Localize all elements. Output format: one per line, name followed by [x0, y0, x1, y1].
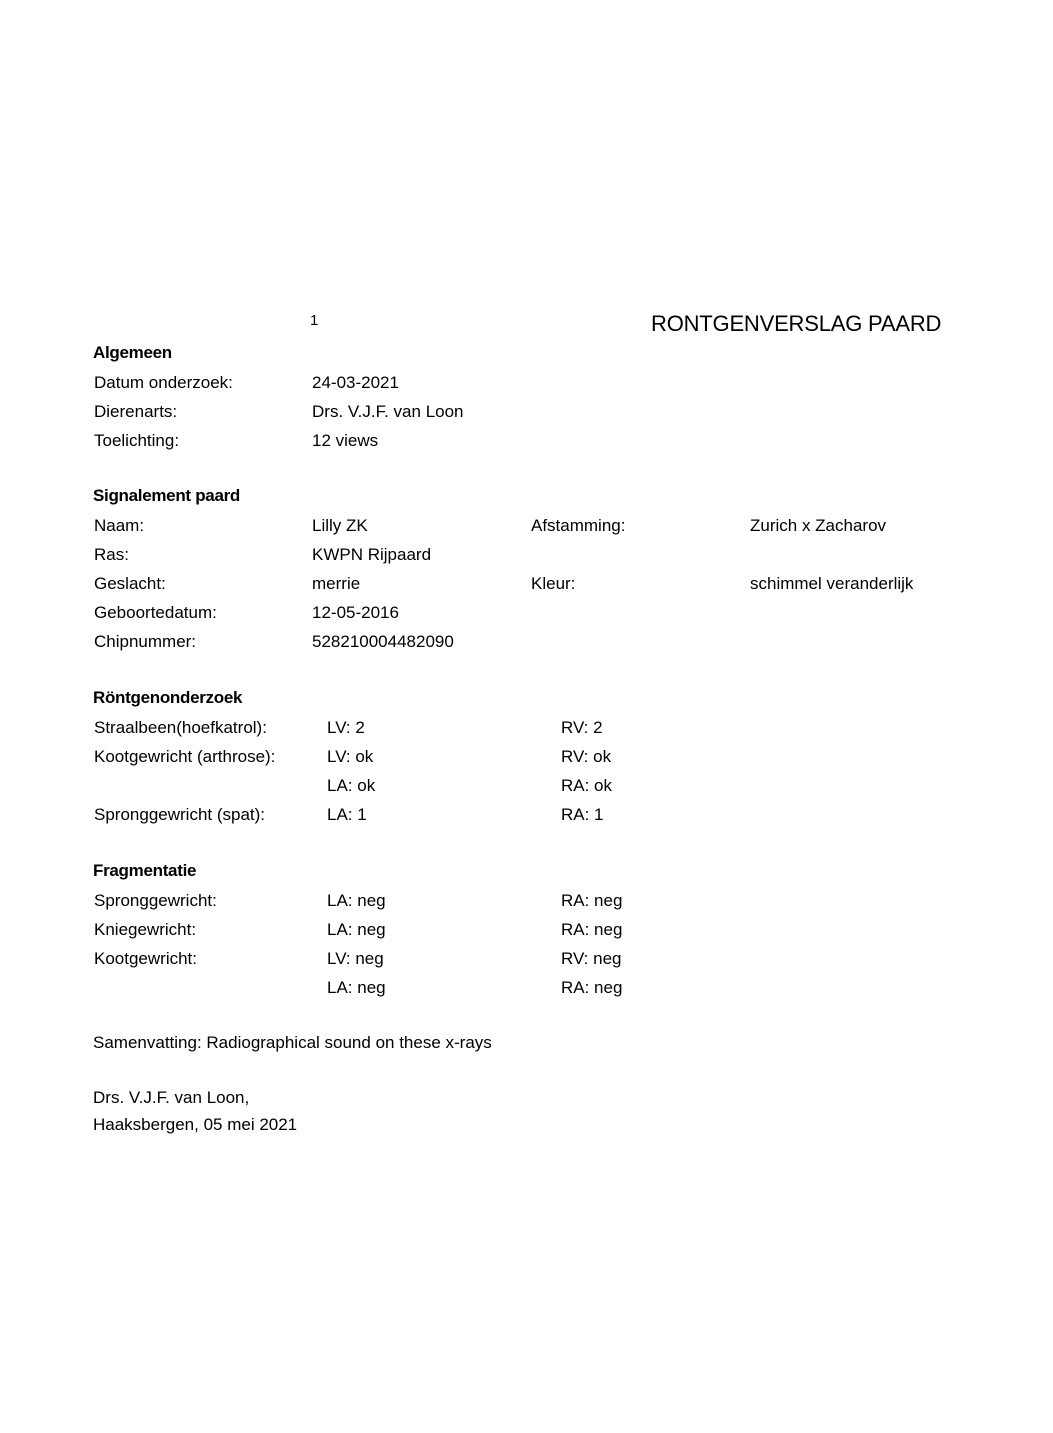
field-value-left: LA: 1 — [327, 805, 367, 824]
field-value: Lilly ZK — [312, 516, 368, 535]
field-value-left: LV: neg — [327, 949, 384, 968]
section-heading-fragmentatie: Fragmentatie — [93, 861, 197, 880]
section-heading-rontgen: Röntgenonderzoek — [93, 688, 243, 707]
field-value-left: LV: ok — [327, 747, 374, 766]
field-value-right: RV: neg — [561, 949, 622, 968]
section-heading-signalement: Signalement paard — [93, 486, 240, 505]
field-value-left: LA: neg — [327, 920, 386, 939]
field-value-right: RV: 2 — [561, 718, 603, 737]
field-label: Geboortedatum: — [94, 603, 217, 622]
field-value: merrie — [312, 574, 361, 593]
field-label: Spronggewricht (spat): — [94, 805, 266, 824]
field-label: Straalbeen(hoefkatrol): — [94, 718, 267, 737]
field-value-left: LA: neg — [327, 891, 386, 910]
report-title: RONTGENVERSLAG PAARD — [651, 311, 942, 336]
summary-text: Samenvatting: Radiographical sound on these x-rays — [93, 1033, 492, 1052]
field-label: Spronggewricht: — [94, 891, 217, 910]
field-label: Dierenarts: — [94, 402, 178, 421]
page-number: 1 — [310, 312, 319, 329]
field-label: Kootgewricht (arthrose): — [94, 747, 276, 766]
field-value: 24-03-2021 — [312, 373, 399, 392]
section-heading-algemeen: Algemeen — [93, 343, 172, 362]
field-value-right: RA: neg — [561, 891, 623, 910]
field-value-right: RA: neg — [561, 978, 623, 997]
field-label: Kootgewricht: — [94, 949, 197, 968]
field-label: Ras: — [94, 545, 129, 564]
field-value: 528210004482090 — [312, 632, 454, 651]
field-value-right: RV: ok — [561, 747, 612, 766]
field-value-left: LA: ok — [327, 776, 376, 795]
field-label: Datum onderzoek: — [94, 373, 233, 392]
field-label: Kleur: — [531, 574, 576, 593]
signature-name: Drs. V.J.F. van Loon, — [93, 1088, 250, 1107]
field-value: schimmel veranderlijk — [750, 574, 914, 593]
field-value-left: LA: neg — [327, 978, 386, 997]
field-value-right: RA: ok — [561, 776, 613, 795]
field-label: Toelichting: — [94, 431, 180, 450]
field-value: Drs. V.J.F. van Loon — [312, 402, 464, 421]
field-value-left: LV: 2 — [327, 718, 365, 737]
field-label: Geslacht: — [94, 574, 166, 593]
signature-place-date: Haaksbergen, 05 mei 2021 — [93, 1115, 298, 1134]
field-label: Kniegewricht: — [94, 920, 197, 939]
field-value: 12 views — [312, 431, 379, 450]
field-value-right: RA: neg — [561, 920, 623, 939]
field-value: 12-05-2016 — [312, 603, 399, 622]
field-value-right: RA: 1 — [561, 805, 604, 824]
field-label: Chipnummer: — [94, 632, 197, 651]
field-label: Naam: — [94, 516, 145, 535]
field-label: Afstamming: — [531, 516, 626, 535]
field-value: Zurich x Zacharov — [750, 516, 887, 535]
field-value: KWPN Rijpaard — [312, 545, 432, 564]
